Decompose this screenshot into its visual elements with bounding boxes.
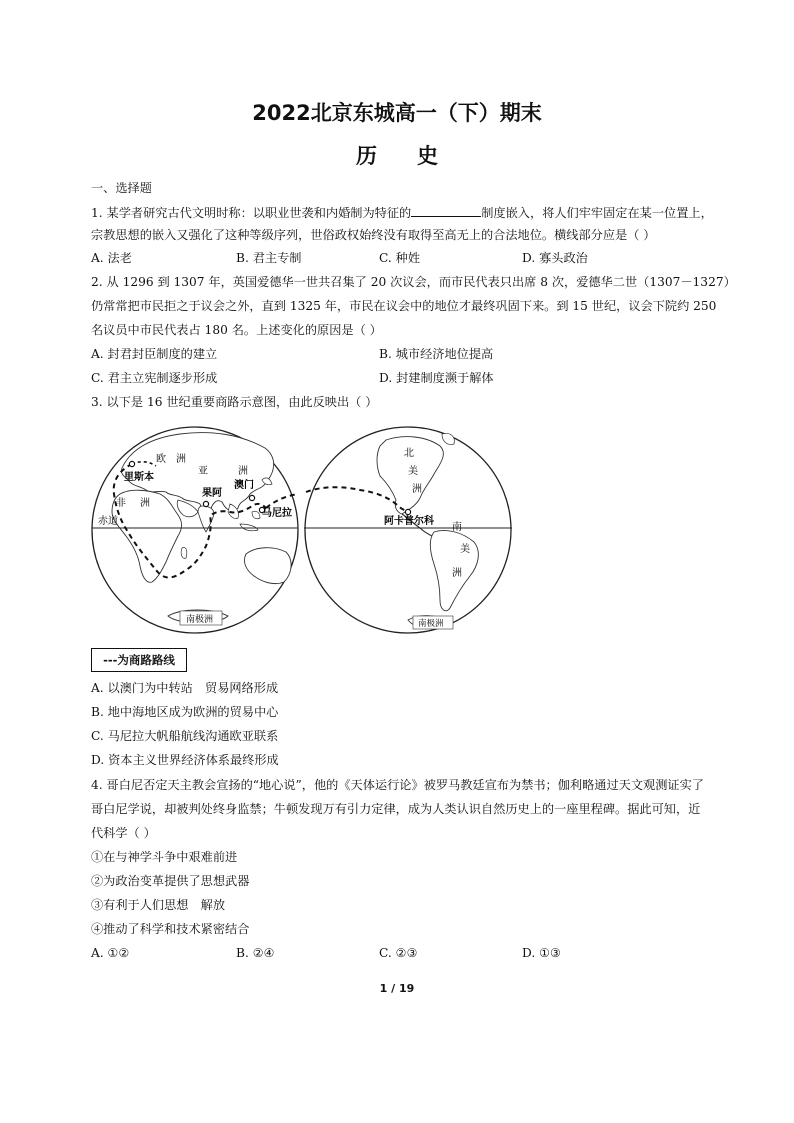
page-number: 1 / 19: [379, 982, 415, 995]
q1-option-d[interactable]: D. 寡头政治: [522, 251, 588, 265]
q4-stem-line3: 代科学（ ）: [91, 826, 156, 840]
label-north-america: 美: [408, 466, 418, 477]
q1-option-b[interactable]: B. 君主专制: [236, 251, 302, 265]
q4-option-b[interactable]: B. ②④: [236, 946, 275, 960]
subject-title: 历史: [356, 143, 478, 168]
q3-option-b[interactable]: B. 地中海地区成为欧洲的贸易中心: [91, 705, 279, 719]
label-equator: 赤道: [98, 516, 118, 527]
q4-item-1: ①在与神学斗争中艰难前进: [91, 850, 238, 864]
q4-item-2: ②为政治变革提供了思想武器: [91, 874, 250, 888]
q4-item-4: ④推动了科学和技术紧密结合: [91, 922, 250, 936]
q4-stem-line2: 哥白尼学说，却被判处终身监禁；牛顿发现万有引力定律，成为人类认识自然历史上的一座里程碑。据此可知，近: [91, 802, 701, 816]
q4-item-3: ③有利于人们思想 解放: [91, 898, 226, 912]
q4-option-d[interactable]: D. ①③: [522, 946, 561, 960]
q4-option-a[interactable]: A. ①②: [91, 946, 130, 960]
q1-blank: [411, 204, 481, 217]
q2-option-c[interactable]: C. 君主立宪制逐步形成: [91, 371, 218, 385]
q1-option-a[interactable]: A. 法老: [91, 251, 132, 265]
label-europe-zhou: 洲: [176, 454, 186, 465]
label-europe: 欧: [156, 454, 166, 465]
q1-stem-part-b: 制度嵌入，将人们牢牢固定在某一位置上，: [481, 206, 713, 220]
label-north-america-zhou: 洲: [412, 484, 422, 495]
macau-port-marker: [249, 495, 254, 500]
goa-port-marker: [203, 501, 208, 506]
q3-option-d[interactable]: D. 资本主义世界经济体系最终形成: [91, 753, 279, 767]
label-manila: 马尼拉: [262, 508, 292, 519]
label-south-america: 美: [460, 544, 470, 555]
label-africa: 非: [116, 498, 126, 509]
q1-stem-part-a: 1. 某学者研究古代文明时称：以职业世袭和内婚制为特征的: [91, 206, 412, 220]
q2-option-a[interactable]: A. 封君封臣制度的建立: [91, 347, 218, 361]
western-hemisphere: [304, 427, 512, 633]
acapulco-port-marker: [405, 509, 410, 514]
label-north: 北: [404, 448, 414, 459]
label-antarctica: 南极洲: [186, 615, 214, 625]
trade-route-map: [90, 420, 515, 642]
section-heading: 一、选择题: [91, 181, 152, 195]
eastern-hemisphere: [92, 427, 298, 633]
q2-option-b[interactable]: B. 城市经济地位提高: [379, 347, 494, 361]
q3-stem: 3. 以下是 16 世纪重要商路示意图，由此反映出（ ）: [91, 395, 378, 409]
label-south-america-zhou: 洲: [452, 568, 462, 579]
label-acapulco: 阿卡普尔科: [384, 516, 434, 527]
label-asia: 亚: [198, 466, 208, 477]
label-macau: 澳门: [234, 480, 254, 491]
q2-stem-line2: 仍常常把市民拒之于议会之外，直到 1325 年，市民在议会中的地位才最终巩固下来。到 15 世纪，议会下院约 250: [91, 299, 717, 313]
document-title: 2022北京东城高一（下）期末: [252, 101, 542, 125]
q4-stem-line1: 4. 哥白尼否定天主教会宣扬的“地心说”，他的《天体运行论》被罗马教廷宣布为禁书；伽利略通过天文观测证实了: [91, 778, 704, 792]
label-africa-zhou: 洲: [140, 498, 150, 509]
q4-option-c[interactable]: C. ②③: [379, 946, 418, 960]
map-legend: ---为商路路线: [91, 648, 187, 672]
label-lisbon: 里斯本: [124, 472, 154, 483]
q3-option-a[interactable]: A. 以澳门为中转站 贸易网络形成: [91, 681, 279, 695]
label-asia-zhou: 洲: [238, 466, 248, 477]
label-south: 南: [452, 522, 462, 533]
q2-stem-line3: 名议员中市民代表占 180 名。上述变化的原因是（ ）: [91, 323, 382, 337]
q1-stem-line2: 宗教思想的嵌入又强化了这种等级序列，世俗政权始终没有取得至高无上的合法地位。横线部分应是（ ）: [91, 228, 656, 242]
label-antarctica-west: 南极洲: [418, 619, 444, 629]
q1-option-c[interactable]: C. 种姓: [379, 251, 421, 265]
lisbon-port-marker: [129, 461, 134, 466]
label-goa: 果阿: [202, 488, 222, 499]
q3-option-c[interactable]: C. 马尼拉大帆船航线沟通欧亚联系: [91, 729, 279, 743]
q2-option-d[interactable]: D. 封建制度濒于解体: [379, 371, 494, 385]
q2-stem-line1: 2. 从 1296 到 1307 年，英国爱德华一世共召集了 20 次议会，而市民代表只出席 8 次，爱德华二世（1307－1327）: [91, 275, 736, 289]
q1-stem-line1: [91, 204, 713, 221]
